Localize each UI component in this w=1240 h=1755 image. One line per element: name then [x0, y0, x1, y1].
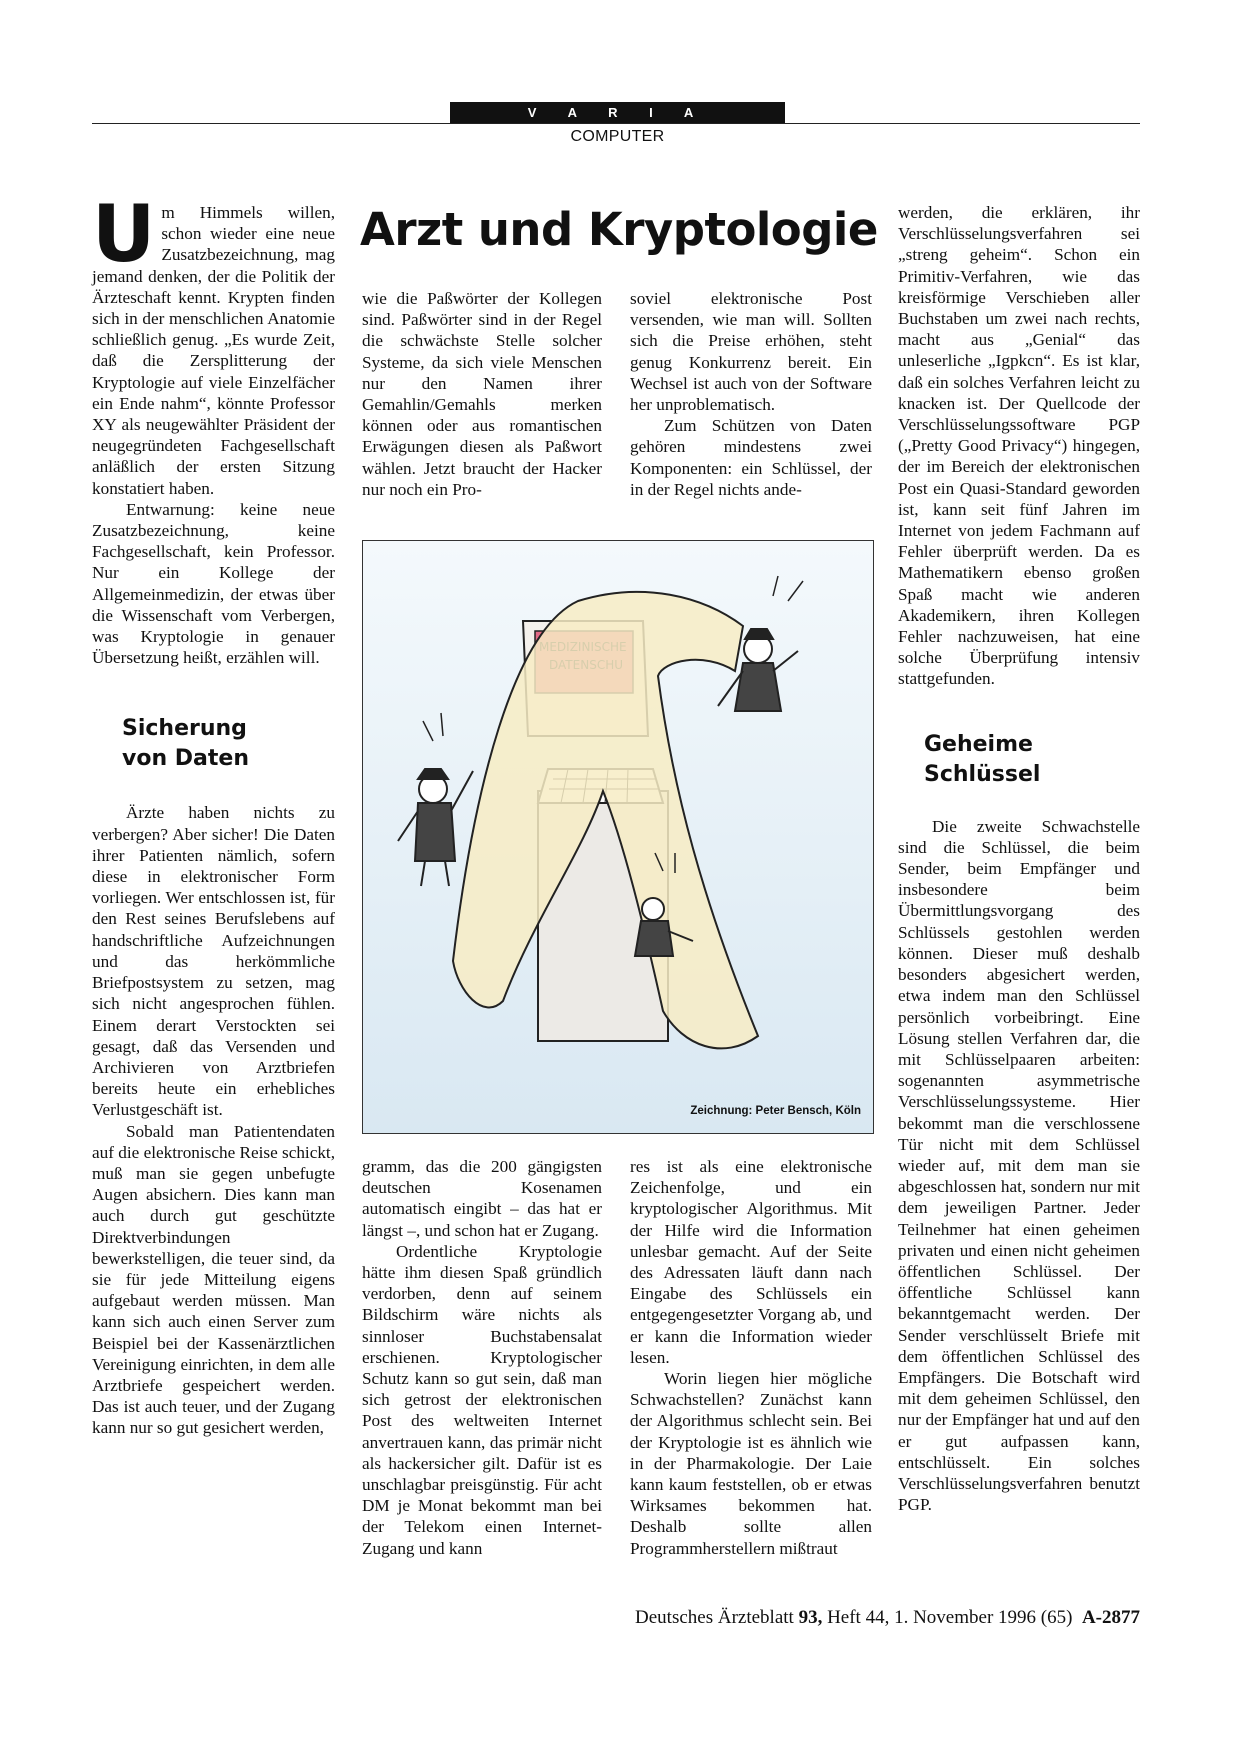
- paragraph: Sobald man Patientendaten auf die elektronische Reise schickt, muß man sie gegen unbefugte Augen absichern. Dies kann man auch durch gut geschützte Direktverbindungen bewerkstelligen, die teuer sind, da sie für jede Mitteilung eigens aufgebaut werden müssen. Man kann sich auch einen Server zum Beispiel bei der Kassenärztlichen Vereinigung einrichten, in dem alle Arztbriefe gespeichert werden. Das ist auch teuer, und der Zugang kann nur so gut gesichert werden,: [92, 1121, 335, 1438]
- cartoon-illustration: [362, 540, 874, 1134]
- page-number: A-2877: [1081, 1607, 1140, 1628]
- column-3-top: [630, 288, 872, 500]
- paragraph: Ärzte haben nichts zu verbergen? Aber sicher! Die Daten ihrer Patienten nämlich, sofern diese in elektronischer Form vorliegen. Wer entschlossen ist, für den Rest seines Berufslebens auf handschriftliche Aufzeichnungen und das herkömmliche Briefpostsystem zu setzen, mag sich nicht angesprochen fühlen. Einem derart Verstockten sei gesagt, daß das Versenden und Archivieren von Arztbriefen bereits heute ein erhebliches Verlustgeschäft ist.: [92, 803, 335, 1120]
- paragraph: soviel elektronische Post versenden, wie man will. Sollten sich die Preise erhöhen, steht genug Konkurrenz bereit. Ein Wechsel ist auch von der Software her unproblematisch.: [630, 289, 872, 415]
- paragraph: Ordentliche Kryptologie hätte ihm diesen Spaß gründlich verdorben, denn auf seinem Bildschirm wäre nichts als sinnloser Buchstabensalat erschienen. Kryptologischer Schutz kann so gut sein, daß man sich getrost der elektronischen Post des weltweiten Internet anvertrauen kann, das primär nicht als hackersicher gilt. Dafür ist es unschlagbar preisgünstig. Für acht DM je Monat bekommt man bei der Telekom einen Internet-Zugang und kann: [362, 1241, 602, 1558]
- subheading: Sicherung: [122, 716, 247, 742]
- paragraph: Zum Schützen von Daten gehören mindestens zwei Komponenten: ein Schlüssel, der in der Regel nichts ande-: [630, 416, 872, 499]
- column-2-bottom: [362, 1156, 602, 1559]
- column-2-top: [362, 288, 602, 500]
- article-title: Arzt und Kryptologie: [360, 203, 878, 256]
- paragraph: Worin liegen hier mögliche Schwachstellen? Zunächst kann der Algorithmus schlecht sein. Bei der Kryptologie ist es ähnlich wie in der Pharmakologie. Der Laie kann kaum feststellen, ob er etwas Wirksames bekommen hat. Deshalb sollte allen Programmherstellern mißtraut: [630, 1369, 872, 1558]
- page-footer: [635, 1607, 1140, 1629]
- paragraph: wie die Paßwörter der Kollegen sind. Paßwörter sind in der Regel die schwächste Stelle solcher Systeme, da sich viele Menschen nur den Namen ihrer Gemahlin/Gemahls merken können oder aus romantischen Erwägungen diesen als Paßwort wählen. Jetzt braucht der Hacker nur noch ein Pro-: [362, 289, 602, 499]
- subheading: Schlüssel: [924, 761, 1041, 787]
- subsection-label: COMPUTER: [570, 128, 665, 145]
- subheading: Geheime: [924, 731, 1033, 757]
- journal-name: Deutsches Ärzteblatt: [635, 1607, 794, 1628]
- volume-number: 93,: [798, 1607, 823, 1628]
- paragraph: Um Himmels willen, schon wieder eine neue Zusatzbezeichnung, mag jemand denken, der die Politik der Ärzteschaft kennt. Krypten finden sich in der menschlichen Anatomie schließlich genug. „Es wurde Zeit, daß die Zersplitterung der Kryptologie auf viele Einzelfächer ein Ende nahm“, könnte Professor XY als neugewählter Präsident der neugegründeten Fachgesellschaft anläßlich der ersten Sitzung konstatiert haben.: [92, 190, 335, 498]
- paragraph: Entwarnung: keine neue Zusatzbezeichnung, keine Fachgesellschaft, kein Professor. Nur ein Kollege der Allgemeinmedizin, der etwas über die Wissenschaft vom Verbergen, was Kryptologie in genauer Übersetzung heißt, erzählen will.: [92, 499, 335, 668]
- column-4: [898, 202, 1140, 1515]
- subheading: von Daten: [122, 746, 249, 772]
- illustration-credit: Zeichnung: Peter Bensch, Köln: [690, 1105, 861, 1117]
- column-1: [92, 190, 335, 1439]
- header-rule: [92, 123, 1140, 124]
- issue-info: Heft 44, 1. November 1996 (65): [827, 1607, 1073, 1628]
- paragraph: res ist als eine elektronische Zeichenfolge, und ein kryptologischer Algorithmus. Mit der Hilfe wird die Information unlesbar gemacht. Auf der Seite des Adressaten läuft dann nach Eingabe des Schlüssels ein entgegengesetzter Vorgang ab, und er kann die Information wieder lesen.: [630, 1157, 872, 1367]
- paragraph: Die zweite Schwachstelle sind die Schlüssel, die beim Sender, beim Empfänger und insbesondere beim Übermittlungsvorgang des Schlüssels gestohlen werden können. Dieser muß deshalb besonders abgesichert werden, etwa indem man den Schlüssel persönlich vorbeibringt. Eine Lösung stellen Verfahren dar, die mit Schlüsselpaaren arbeiten: sogenannten asymmetrische Verschlüsselungssysteme. Hier bekommt man die verschlossene Tür nicht mit dem Schlüssel wieder auf, mit dem man sie abgeschlossen hat, sondern nur mit dem jeweiligen Partner. Jeder Teilnehmer hat einen geheimen privaten und einen nicht geheimen öffentlichen Schlüssel. Der öffentliche Schlüssel kann bekanntgemacht werden. Der Sender verschlüsselt Briefe mit dem öffentlichen Schlüssel des Empfängers. Die Botschaft wird mit dem geheimen Schlüssel, den nur der Empfänger hat und auf den er gut aufpassen kann, entschlüsselt. Ein solches Verschlüsselungsverfahren benutzt PGP.: [898, 816, 1140, 1515]
- paragraph: werden, die erklären, ihr Verschlüsselungsverfahren sei „streng geheim“. Schon ein Primitiv-Verfahren, wie das kreisförmige Verschieben aller Buchstaben um zwei nach rechts, macht aus „Genial“ das unleserliche „Igpkcn“. Es ist klar, daß ein solches Verfahren leicht zu knacken ist. Der Quellcode der Verschlüsselungssoftware PGP („Pretty Good Privacy“) hingegen, der im Bereich der elektronischen Post ein Quasi-Standard geworden ist, kann seit fünf Jahren im Internet von jedem Fachmann auf Fehler überprüft werden. Da es Mathematikern ebenso großen Spaß macht wie anderen Akademikern, ihren Kollegen Fehler nachzuweisen, hat eine solche Überprüfung intensiv stattgefunden.: [898, 203, 1140, 689]
- drop-cap: U: [92, 190, 156, 280]
- column-3-bottom: [630, 1156, 872, 1559]
- cartoon-drawing: [363, 541, 873, 1133]
- paragraph: gramm, das die 200 gängigsten deutschen Kosenamen automatisch eingibt – das hat er längst –, und schon hat er Zugang.: [362, 1157, 602, 1240]
- section-banner: V A R I A: [450, 102, 785, 123]
